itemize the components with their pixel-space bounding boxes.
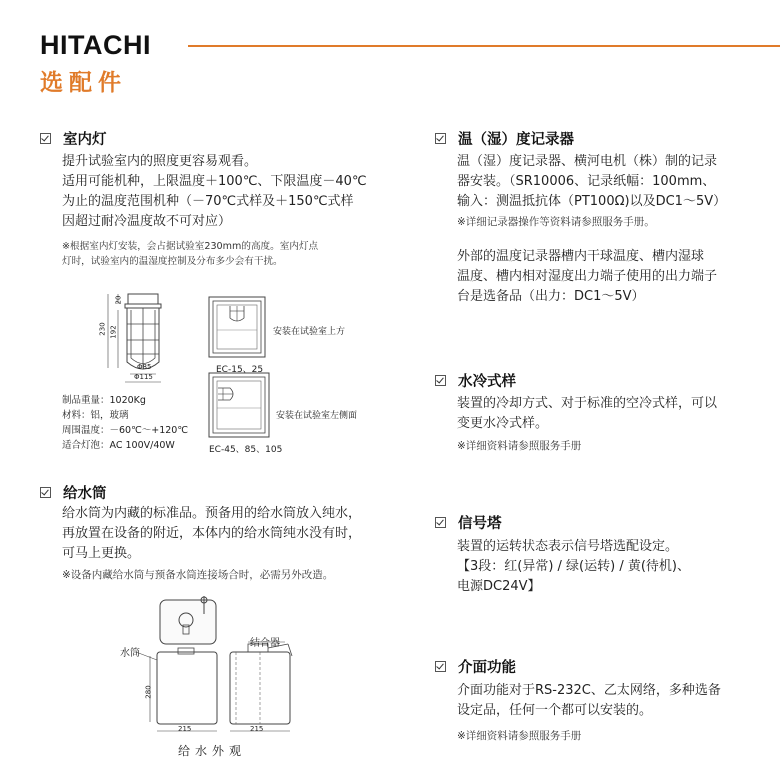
text-line: 台是选备品（出力：DC1～5V） [457,289,645,304]
lamp-drawing [100,292,190,386]
text-line: 设定品，任何一个都可以安装的。 [457,703,653,718]
section-heading: 介面功能 [435,656,775,676]
checkbox-icon [435,375,446,386]
model-label: EC-45、85、105 [209,445,283,455]
section-heading: 温（湿）度记录器 [435,128,775,148]
section-signal-tower [435,512,775,597]
note-line: ※详细资料请参照服务手册 [457,730,582,742]
checkbox-icon [435,661,446,672]
chamber-side-mount-drawing [208,372,272,440]
checkbox-icon [435,133,446,144]
text-line: 温度、槽内相对湿度出力端子使用的出力端子 [457,269,718,284]
note-line: ※详细记录器操作等资料请参照服务手册。 [457,216,655,228]
section-water-cooled [435,370,775,454]
text-line: 再放置在设备的附近，本体内的给水筒纯水没有时， [62,526,362,541]
text-line: 【3段：红(异常) / 绿(运转) / 黄(待机)、 [457,559,690,574]
coupler-label: 结合器 [250,638,280,649]
checkbox-icon [435,517,446,528]
text-line: 装置的冷却方式、对于标准的空冷式样，可以 [457,396,718,411]
dim-label: 215 [178,725,192,733]
text-line: 因超过耐冷温度故不可对应） [62,214,232,229]
dim-label: 20 [114,295,123,305]
mount-label: 安装在试验室左侧面 [276,411,358,421]
text-line: 给水筒为内藏的标准品。预备用的给水筒放入纯水， [62,506,362,521]
text-line: 装置的运转状态表示信号塔选配设定。 [457,539,679,554]
text-line: 温（湿）度记录器、横河电机（株）制的记录 [457,154,718,169]
dim-label: 192 [109,325,118,339]
lamp-specs [62,393,188,453]
section-heading: 水冷式样 [435,370,775,390]
text-line: 介面功能对于RS-232C、乙太网络，多种选备 [457,683,721,698]
text-line: 外部的温度记录器槽内干球温度、槽内湿球 [457,249,705,264]
section-interface [435,656,775,744]
spec-line: 适合灯泡：AC 100V/40W [62,440,175,451]
drawing-caption: 给水外观 [178,744,247,758]
spec-line: 材料：铝，玻璃 [62,410,129,421]
page-title: 选配件 [40,70,127,96]
text-line: 电源DC24V】 [457,579,541,594]
note-line: ※详细资料请参照服务手册 [457,440,582,452]
spec-line: 制品重量：1020Kg [62,395,146,406]
model-label: EC-15、25 [216,365,264,375]
dim-label: Φ85 [137,363,152,371]
hitachi-logo: HITACHI [40,30,151,60]
text-line: 器安装。（SR10006、记录纸幅：100mm、 [457,174,716,189]
section-indoor-light [40,128,385,269]
chamber-top-mount-drawing [208,296,268,360]
text-line: 提升试验室内的照度更容易观看。 [62,154,258,169]
dim-label: Φ115 [134,373,153,381]
mount-label: 安装在试验室上方 [273,327,346,337]
dim-label: 215 [250,725,264,733]
text-line: 变更水冷式样。 [457,416,549,431]
text-line: 可马上更换。 [62,546,141,561]
checkbox-icon [40,487,51,498]
section-heading: 信号塔 [435,512,775,532]
tank-label: 水筒 [120,648,140,659]
header-rule [188,45,780,47]
text-line: 适用可能机种，上限温度＋100℃、下限温度－40℃ [62,174,367,189]
checkbox-icon [40,133,51,144]
spec-line: 周围温度：－60℃～+120℃ [62,425,189,436]
text-line: 输入：测温抵抗体（PT100Ω)以及DC1～5V） [457,194,727,209]
water-tank-drawing [110,594,310,739]
note-line: 灯时，试验室内的温湿度控制及分布多少会有干扰。 [62,256,283,267]
section-heading: 室内灯 [40,128,385,148]
text-line: 为止的温度范围机种（－70℃式样及＋150℃式样 [62,194,354,209]
section-heading: 给水筒 [40,482,400,502]
section-recorder [435,128,775,307]
section-water-tank [40,482,400,583]
note-line: ※设备内藏给水筒与预备水筒连接场合时，必需另外改造。 [62,569,334,581]
note-line: ※根据室内灯安装，会占据试验室230mm的高度。室内灯点 [62,241,319,252]
dim-label: 230 [98,322,107,336]
dim-label: 280 [144,685,153,699]
